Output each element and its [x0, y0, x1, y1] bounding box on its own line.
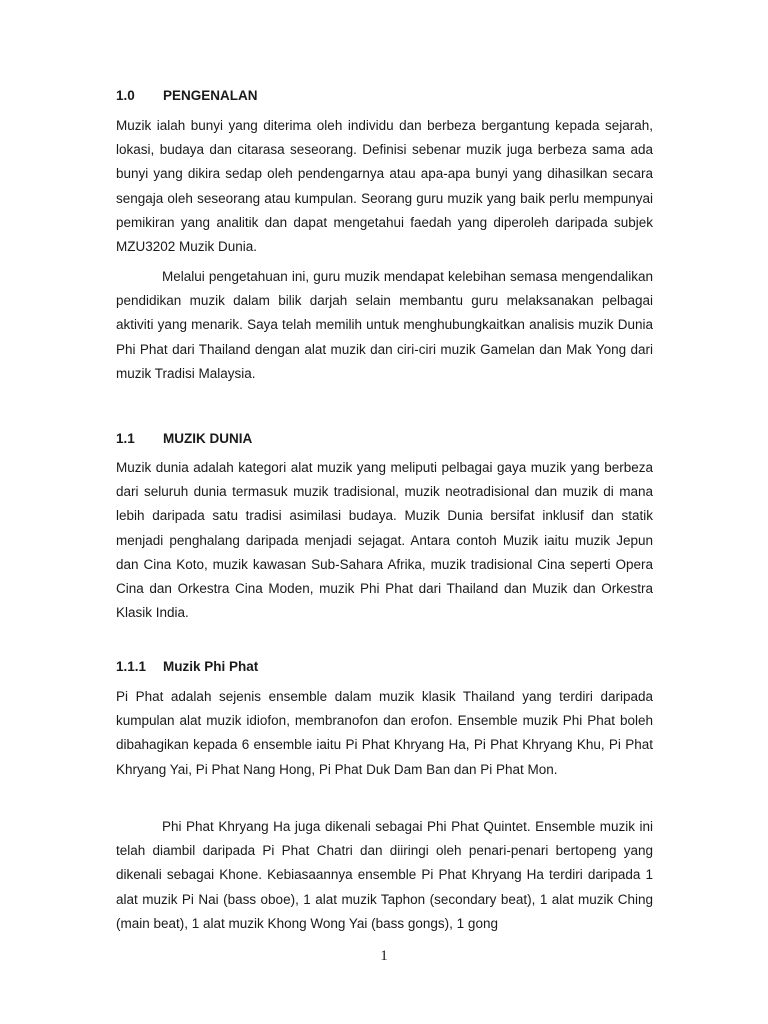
section-heading-muzik-dunia — [116, 431, 252, 447]
section-title: MUZIK DUNIA — [163, 431, 253, 446]
section-heading-pengenalan — [116, 88, 258, 104]
section-number: 1.1.1 — [116, 659, 147, 674]
section-title: Muzik Phi Phat — [163, 659, 259, 674]
page-number: 1 — [380, 948, 388, 964]
section-heading-muzik-phi-phat — [116, 659, 258, 675]
paragraph: Melalui pengetahuan ini, guru muzik mendapat kelebihan semasa mengendalikan pendidikan muzik dalam bilik darjah selain membantu guru melaksanakan pelbagai aktiviti yang menarik. Saya telah memilih untuk menghubungkaitkan analisis muzik Dunia Phi Phat dari Thailand dengan alat muzik dan ciri-ciri muzik Gamelan dan Mak Yong dari muzik Tradisi Malaysia. — [116, 269, 653, 381]
paragraph: Muzik ialah bunyi yang diterima oleh individu dan berbeza bergantung kepada sejarah, lokasi, budaya dan citarasa seseorang. Definisi sebenar muzik juga berbeza sama ada bunyi yang dikira sedap oleh pendengarnya atau apa-apa bunyi yang dihasilkan secara sengaja oleh seseorang atau kumpulan. Seorang guru muzik yang baik perlu mempunyai pemikiran yang analitik dan dapat mengetahui faedah yang diperoleh daripada subjek MZU3202 Muzik Dunia. — [116, 118, 653, 255]
section-title: PENGENALAN — [163, 88, 258, 103]
paragraph: Phi Phat Khryang Ha juga dikenali sebagai Phi Phat Quintet. Ensemble muzik ini telah diambil daripada Pi Phat Chatri dan diiringi oleh penari-penari bertopeng yang dikenali sebagai Khone. Kebiasaannya ensemble Pi Phat Khryang Ha terdiri daripada 1 alat muzik Pi Nai (bass oboe), 1 alat muzik Taphon (secondary beat), 1 alat muzik Ching (main beat), 1 alat muzik Khong Wong Yai (bass gongs), 1 gong — [116, 819, 653, 931]
section-number: 1.1 — [116, 431, 135, 446]
section-number: 1.0 — [116, 88, 135, 103]
paragraph: Muzik dunia adalah kategori alat muzik yang meliputi pelbagai gaya muzik yang berbeza dari seluruh dunia termasuk muzik tradisional, muzik neotradisional dan muzik di mana lebih daripada satu tradisi asimilasi budaya. Muzik Dunia bersifat inklusif dan statik menjadi penghalang daripada menjadi sejagat. Antara contoh Muzik iaitu muzik Jepun dan Cina Koto, muzik kawasan Sub-Sahara Afrika, muzik tradisional Cina seperti Opera Cina dan Orkestra Cina Moden, muzik Phi Phat dari Thailand dan Muzik dan Orkestra Klasik India. — [116, 460, 653, 621]
paragraph: Pi Phat adalah sejenis ensemble dalam muzik klasik Thailand yang terdiri daripada kumpulan alat muzik idiofon, membranofon dan erofon. Ensemble muzik Phi Phat boleh dibahagikan kepada 6 ensemble iaitu Pi Phat Khryang Ha, Pi Phat Khryang Khu, Pi Phat Khryang Yai, Pi Phat Nang Hong, Pi Phat Duk Dam Ban dan Pi Phat Mon. — [116, 689, 653, 777]
